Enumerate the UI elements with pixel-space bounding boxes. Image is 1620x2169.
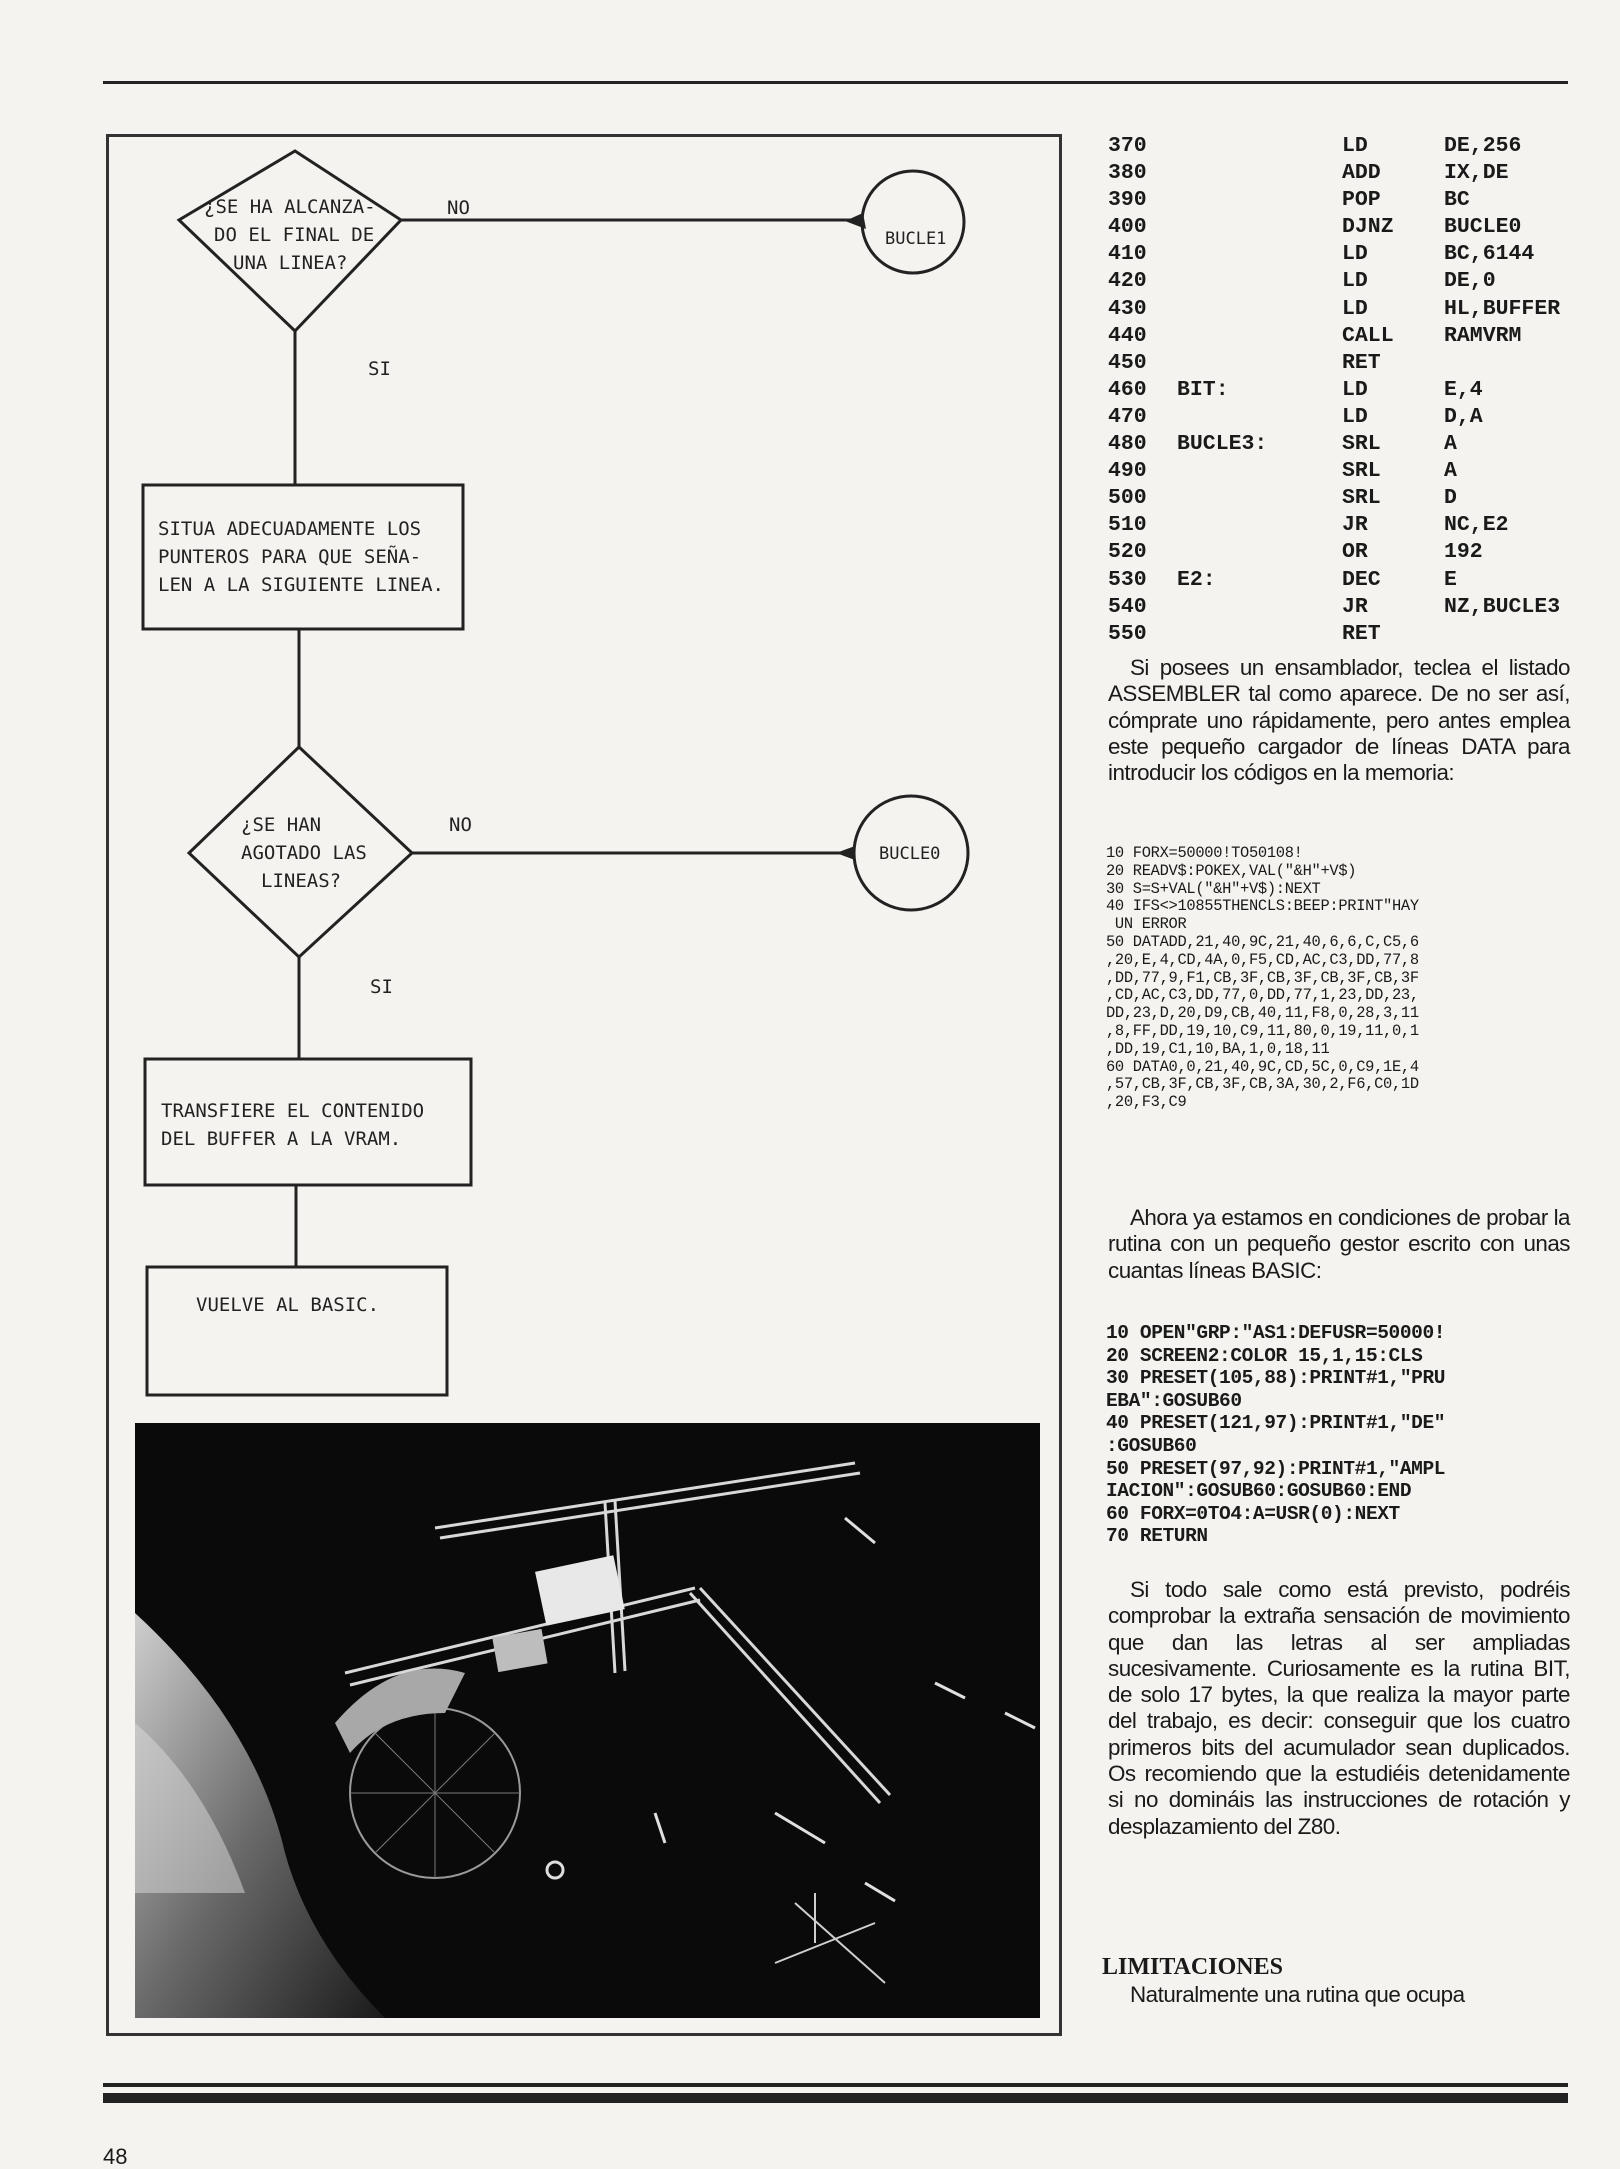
- asm-line-number: 380: [1108, 161, 1147, 186]
- asm-label: E2:: [1177, 567, 1216, 592]
- process2-line2: DEL BUFFER A LA VRAM.: [161, 1128, 402, 1150]
- basic-program-line: 60 FORX=0TO4:A=USR(0):NEXT: [1106, 1502, 1400, 1525]
- paragraph-intro-text: Si posees un ensamblador, teclea el listado ASSEMBLER tal como aparece. De no ser así, cómprate uno rápidamente, pero antes emplea este pequeño cargador de líneas DATA para introducir los códigos en la memoria:: [1108, 655, 1570, 786]
- basic-program-line: 70 RETURN: [1106, 1525, 1208, 1548]
- basic-program-line: 50 PRESET(97,92):PRINT#1,"AMPL: [1106, 1457, 1446, 1480]
- asm-line: [1108, 268, 1578, 295]
- space-station-photo: [135, 1423, 1040, 2018]
- asm-line: [1108, 458, 1578, 485]
- arrowhead-right-icon: [845, 213, 866, 229]
- basic-program-line: 10 OPEN"GRP:"AS1:DEFUSR=50000!: [1106, 1322, 1446, 1344]
- asm-line-number: 490: [1108, 459, 1147, 484]
- decision1-line3: UNA LINEA?: [233, 252, 348, 274]
- data-loader-line: 50 DATADD,21,40,9C,21,40,6,6,C,C5,6: [1106, 932, 1419, 951]
- asm-line-number: 440: [1108, 323, 1147, 348]
- asm-opcode: SRL: [1342, 486, 1381, 511]
- asm-operand: HL,BUFFER: [1444, 296, 1561, 321]
- asm-line-number: 430: [1108, 296, 1147, 321]
- asm-line-number: 370: [1108, 134, 1147, 158]
- asm-operand: RAMVRM: [1444, 323, 1522, 348]
- asm-label: BIT:: [1177, 377, 1229, 402]
- end-box-label: VUELVE AL BASIC.: [196, 1294, 380, 1316]
- data-loader-line: ,8,FF,DD,19,10,C9,11,80,0,19,11,0,1: [1106, 1021, 1419, 1040]
- connector2-label: BUCLE0: [879, 844, 941, 864]
- bottom-rule-thick: [103, 2093, 1568, 2103]
- asm-line: [1108, 241, 1578, 268]
- asm-operand: BC,6144: [1444, 242, 1535, 267]
- asm-line: [1108, 377, 1578, 404]
- basic-program-line: IACION":GOSUB60:GOSUB60:END: [1106, 1480, 1412, 1503]
- small-satellite: [775, 1893, 885, 1983]
- asm-opcode: RET: [1342, 350, 1381, 375]
- data-loader-line: DD,23,D,20,D9,CB,40,11,F8,0,28,3,11: [1106, 1004, 1419, 1023]
- asm-line-number: 470: [1108, 404, 1147, 429]
- paragraph-basic-intro: [1108, 1205, 1570, 1284]
- asm-line-number: 510: [1108, 513, 1147, 538]
- data-loader-listing: [1106, 845, 1419, 1112]
- decision1-line1: ¿SE HA ALCANZA-: [204, 196, 376, 218]
- decision1-no-label: NO: [447, 197, 470, 219]
- arrowhead-right-icon: [836, 846, 855, 860]
- paragraph-intro: [1108, 655, 1570, 786]
- data-loader-line: 40 IFS<>10855THENCLS:BEEP:PRINT"HAY: [1106, 897, 1419, 916]
- paragraph-limitations-text: Naturalmente una rutina que ocupa: [1130, 1982, 1465, 2007]
- asm-opcode: DJNZ: [1342, 215, 1394, 240]
- process1-line1: SITUA ADECUADAMENTE LOS: [158, 518, 422, 540]
- data-loader-line: ,57,CB,3F,CB,3F,CB,3A,30,2,F6,C0,1D: [1106, 1075, 1419, 1094]
- data-loader-line: ,DD,19,C1,10,BA,1,0,18,11: [1106, 1039, 1330, 1058]
- basic-program-line: 30 PRESET(105,88):PRINT#1,"PRU: [1106, 1367, 1446, 1390]
- process2-box: [145, 1059, 471, 1185]
- asm-operand: BUCLE0: [1444, 215, 1522, 240]
- asm-opcode: DEC: [1342, 567, 1381, 592]
- data-loader-line: 60 DATA0,0,21,40,9C,CD,5C,0,C9,1E,4: [1106, 1057, 1419, 1076]
- asm-line: [1108, 485, 1578, 512]
- basic-program-line: 40 PRESET(121,97):PRINT#1,"DE": [1106, 1412, 1446, 1435]
- decision2-line3: LINEAS?: [261, 870, 342, 892]
- asm-line-number: 540: [1108, 594, 1147, 619]
- asm-line: [1108, 594, 1578, 621]
- asm-line-number: 500: [1108, 486, 1147, 511]
- section-heading: LIMITACIONES: [1102, 1954, 1283, 1980]
- connector1-circle: [862, 171, 964, 273]
- asm-operand: D: [1444, 486, 1457, 511]
- asm-operand: NC,E2: [1444, 513, 1509, 538]
- assembler-listing: [1108, 133, 1578, 648]
- data-loader-line: 20 READV$:POKEX,VAL("&H"+V$): [1106, 861, 1357, 880]
- asm-line-number: 410: [1108, 242, 1147, 267]
- asm-operand: IX,DE: [1444, 161, 1509, 186]
- data-loader-line: ,DD,77,9,F1,CB,3F,CB,3F,CB,3F,CB,3F: [1106, 968, 1419, 987]
- asm-opcode: LD: [1342, 404, 1368, 429]
- asm-opcode: RET: [1342, 621, 1381, 646]
- asm-label: BUCLE3:: [1177, 432, 1268, 457]
- asm-line: [1108, 296, 1578, 323]
- basic-program-line: :GOSUB60: [1106, 1434, 1197, 1457]
- data-loader-line: ,20,F3,C9: [1106, 1093, 1187, 1112]
- asm-line: [1108, 187, 1578, 214]
- paragraph-explanation-text: Si todo sale como está previsto, podréis comprobar la extraña sensación de movimiento que dan las letras al ser ampliadas sucesivamente. Curiosamente es la rutina BIT, de solo 17 bytes, la que realiza la mayor parte del trabajo, es decir: conseguir que los cuatro primeros bits del acumulador sean duplicados. Os recomiendo que la estudiéis detenidamente si no domináis las instrucciones de rotación y desplazamiento del Z80.: [1108, 1577, 1570, 1839]
- asm-operand: E: [1444, 567, 1457, 592]
- end-box: [147, 1267, 447, 1395]
- process1-line3: LEN A LA SIGUIENTE LINEA.: [158, 574, 444, 596]
- decision2-line2: AGOTADO LAS: [241, 842, 367, 864]
- connector1-label: BUCLE1: [885, 229, 947, 249]
- asm-line-number: 530: [1108, 567, 1147, 592]
- decision1-yes-label: SI: [368, 358, 391, 380]
- paragraph-basic-intro-text: Ahora ya estamos en condiciones de probar la rutina con un pequeño gestor escrito con unas cuantas líneas BASIC:: [1108, 1205, 1570, 1283]
- asm-line: [1108, 160, 1578, 187]
- asm-line-number: 480: [1108, 432, 1147, 457]
- asm-line-number: 460: [1108, 377, 1147, 402]
- asm-opcode: LD: [1342, 242, 1368, 267]
- asm-line: [1108, 512, 1578, 539]
- asm-opcode: LD: [1342, 296, 1368, 321]
- asm-opcode: LD: [1342, 377, 1368, 402]
- asm-operand: 192: [1444, 540, 1483, 565]
- asm-line-number: 420: [1108, 269, 1147, 294]
- asm-opcode: SRL: [1342, 432, 1381, 457]
- decision2-yes-label: SI: [370, 976, 393, 998]
- decision2-no-label: NO: [449, 814, 472, 836]
- asm-line: [1108, 539, 1578, 566]
- paragraph-explanation: [1108, 1577, 1570, 1840]
- asm-line: [1108, 350, 1578, 377]
- asm-line: [1108, 133, 1578, 160]
- asm-line-number: 450: [1108, 350, 1147, 375]
- asm-operand: E,4: [1444, 377, 1483, 402]
- process2-line1: TRANSFIERE EL CONTENIDO: [161, 1100, 425, 1122]
- data-loader-line: 30 S=S+VAL("&H"+V$):NEXT: [1106, 879, 1321, 898]
- asm-operand: DE,0: [1444, 269, 1496, 294]
- asm-line: [1108, 621, 1578, 648]
- data-loader-line: UN ERROR: [1106, 915, 1187, 934]
- asm-operand: DE,256: [1444, 134, 1522, 158]
- asm-operand: NZ,BUCLE3: [1444, 594, 1561, 619]
- data-loader-line: ,CD,AC,C3,DD,77,0,DD,77,1,23,DD,23,: [1106, 986, 1419, 1005]
- asm-operand: A: [1444, 459, 1457, 484]
- asm-opcode: CALL: [1342, 323, 1394, 348]
- asm-opcode: JR: [1342, 513, 1368, 538]
- asm-opcode: ADD: [1342, 161, 1381, 186]
- asm-line-number: 400: [1108, 215, 1147, 240]
- page-number: 48: [103, 2144, 128, 2169]
- decision1-line2: DO EL FINAL DE: [214, 224, 375, 246]
- asm-operand: D,A: [1444, 404, 1483, 429]
- asm-operand: BC: [1444, 188, 1470, 213]
- asm-opcode: LD: [1342, 269, 1368, 294]
- asm-line-number: 390: [1108, 188, 1147, 213]
- asm-line-number: 520: [1108, 540, 1147, 565]
- asm-opcode: POP: [1342, 188, 1381, 213]
- top-rule: [103, 81, 1568, 84]
- asm-opcode: JR: [1342, 594, 1368, 619]
- asm-line: [1108, 431, 1578, 458]
- flowchart: [109, 137, 1059, 1417]
- asm-opcode: OR: [1342, 540, 1368, 565]
- asm-line: [1108, 404, 1578, 431]
- station-truss: [345, 1463, 890, 1803]
- asm-line-number: 550: [1108, 621, 1147, 646]
- bottom-rule-thin: [103, 2083, 1568, 2087]
- asm-opcode: SRL: [1342, 459, 1381, 484]
- asm-line: [1108, 567, 1578, 594]
- process1-line2: PUNTEROS PARA QUE SEÑA-: [158, 546, 422, 568]
- basic-program-line: EBA":GOSUB60: [1106, 1389, 1242, 1412]
- asm-line: [1108, 323, 1578, 350]
- data-loader-line: ,20,E,4,CD,4A,0,F5,CD,AC,C3,DD,77,8: [1106, 950, 1419, 969]
- paragraph-limitations: [1108, 1982, 1570, 2008]
- asm-opcode: LD: [1342, 134, 1368, 158]
- basic-program-listing: [1106, 1322, 1445, 1548]
- basic-program-line: 20 SCREEN2:COLOR 15,1,15:CLS: [1106, 1344, 1423, 1367]
- asm-operand: A: [1444, 432, 1457, 457]
- asm-line: [1108, 214, 1578, 241]
- decision2-line1: ¿SE HAN: [241, 814, 322, 836]
- data-loader-line: 10 FORX=50000!TO50108!: [1106, 844, 1303, 862]
